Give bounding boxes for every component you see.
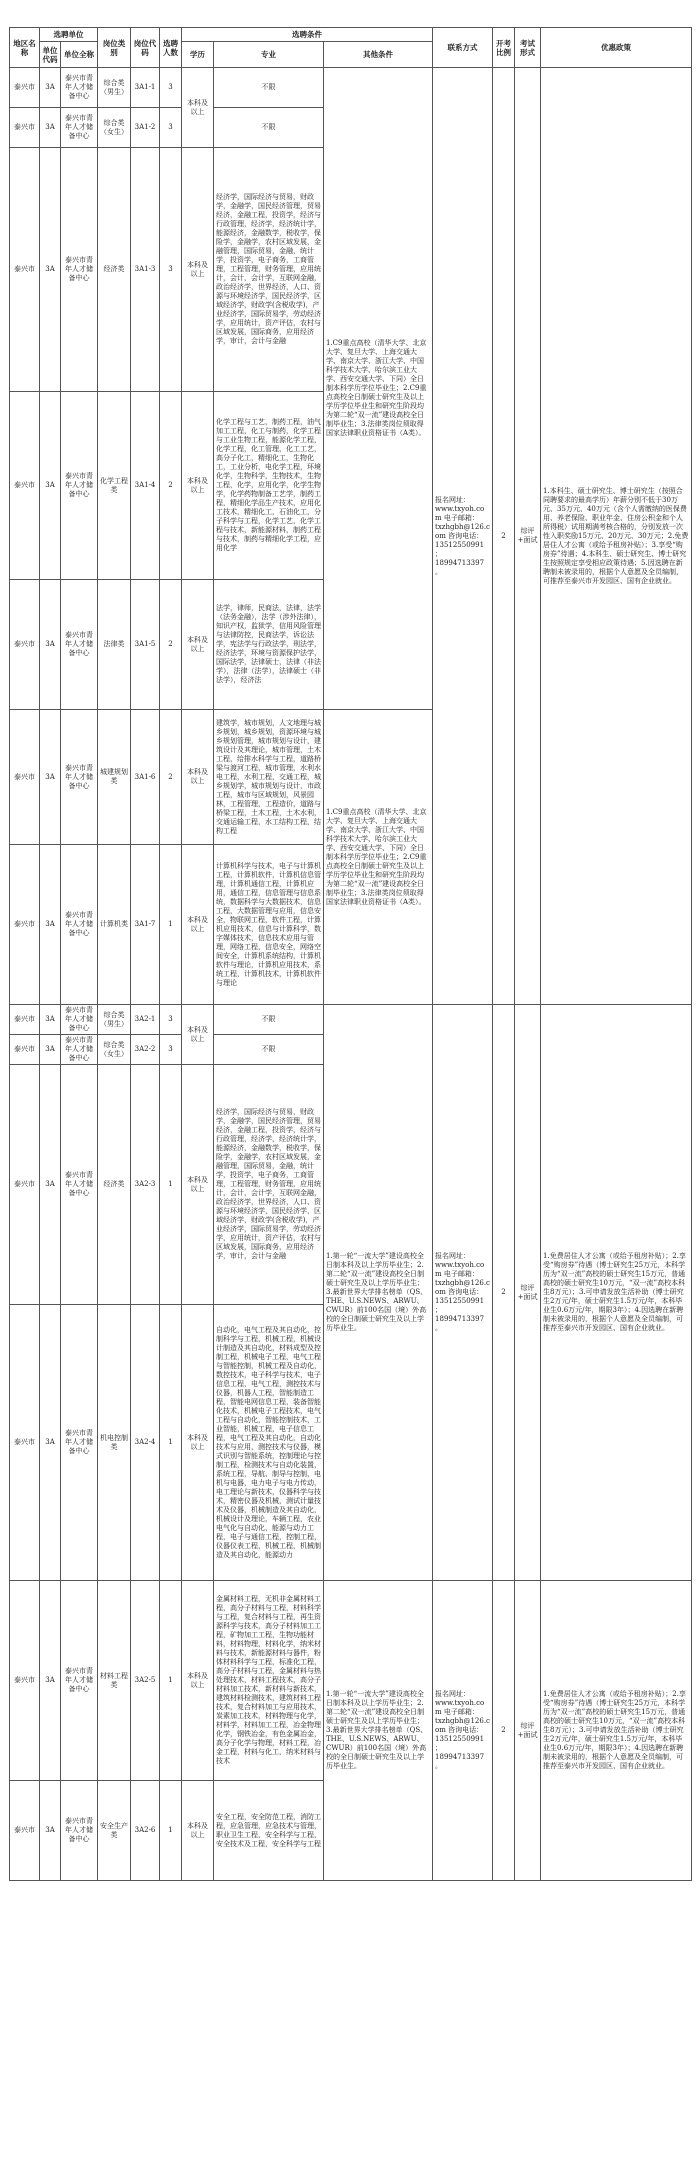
cell-major: 经济学，国际经济与贸易，财政学，金融学，国民经济管理，贸易经济，金融工程，投资学，经济与行政管理，经济学，经济统计学，能源经济，金融数学，税收学，保险学，金融学，农村区域发展，金融管理，国际贸易，金融，统计学，投资学，电子商务，工商管理，工程管理，财务管理，应用统计，会计，会计学，互联网金融，政治经济学，世界经济，人口、资源与环境经济学，国民经济学，区域经济学，财政学(含税收学)，产业经济学，国际贸易学，劳动经济学，应用统计，资产评估，农村与区域发展，国际商务，应用经济学，审计，会计与金融 <box>214 148 324 392</box>
cell-postcode: 3A1-3 <box>131 148 160 392</box>
cell-region: 泰兴市 <box>10 1005 40 1035</box>
cell-code: 3A <box>40 1581 61 1781</box>
header-exam: 考试形式 <box>515 28 541 68</box>
cell-post: 城建规划类 <box>98 710 131 845</box>
cell-region: 泰兴市 <box>10 1581 40 1781</box>
cell-code: 3A <box>40 392 61 580</box>
cell-count: 2 <box>160 710 182 845</box>
cell-code: 3A <box>40 108 61 148</box>
cell-count: 3 <box>160 148 182 392</box>
cell-code: 3A <box>40 1035 61 1065</box>
cell-postcode: 3A1-5 <box>131 580 160 710</box>
header-count: 选聘人数 <box>160 28 182 68</box>
cell-postcode: 3A1-6 <box>131 710 160 845</box>
table-row <box>10 68 692 108</box>
cell-code: 3A <box>40 710 61 845</box>
cell-code: 3A <box>40 1305 61 1581</box>
cell-policy: 1.本科生、硕士研究生、博士研究生（按照合同聘要求的最高学历）年薪分别不低于30万元、35万元、40万元（含个人需缴纳的医保费用、养老保险、职业年金、住房公积金和个人所得税）试用期满考核合格的，分别发放一次性入职奖励15万元、20万元、30万元；2.免费居住人才公寓（或给予租房补贴）；3.享受“购房券”待遇；4.本科生、硕士研究生、博士研究生按照规定享受相应政策待遇；5.因选聘在新聘制未被录用的，根据个人意愿及全员编制，可推荐至泰兴市开发园区、国有企业就业。 <box>541 68 692 1005</box>
cell-post: 综合类（女生） <box>98 1035 131 1065</box>
cell-postcode: 3A2-4 <box>131 1305 160 1581</box>
cell-unit: 泰兴市青年人才储备中心 <box>61 580 98 710</box>
cell-exam: 综评+面试 <box>515 1581 541 1881</box>
cell-post: 机电控制类 <box>98 1305 131 1581</box>
cell-post: 材料工程类 <box>98 1581 131 1781</box>
cell-contact: 报名网址：www.txyoh.com 电子邮箱：txzhgbh@126.com 咨询电话：13512550991；18994713397。 <box>433 1581 493 1881</box>
cell-postcode: 3A1-7 <box>131 845 160 1005</box>
cell-major: 不限 <box>214 1035 324 1065</box>
cell-other: 1.第一轮“一流大学”建设高校全日制本科及以上学历毕业生；2.第二轮“双一流”建设高校全日制硕士研究生及以上学历毕业生；3.最新世界大学排名榜单（QS、THE、U.S.NEWS、ARWU、CWUR）前100名国（境）外高校的全日制硕士研究生及以上学历毕业生。 <box>324 1005 433 1581</box>
cell-postcode: 3A2-6 <box>131 1781 160 1881</box>
cell-unit: 泰兴市青年人才储备中心 <box>61 148 98 392</box>
cell-major: 自动化，电气工程及其自动化，控制科学与工程，机械工程，机械设计制造及其自动化，材料成型及控制工程，机械电子工程，电气工程与智能控制，机械工程及自动化，数控技术，电子科学与技术，电子信息工程，电气工程，测控技术与仪器，机器人工程，智能制造工程，智能电网信息工程，装备智能化技术，机械电子工程技术，电气工程与自动化，智能控制技术，工业智能，机械工程，电子信息工程，电气工程及其自动化，自动化技术与应用，测控技术与仪器，模式识别与智能系统，控制理论与控制工程，检测技术与自动化装置，系统工程，导航、制导与控制，电机与电器，电力电子与电力传动，电工理论与新技术，仪器科学与技术，精密仪器及机械，测试计量技术及仪器，机械制造及其自动化，机械设计及理论，车辆工程，农业电气化与自动化，能源与动力工程，电子与通信工程，控制工程，仪器仪表工程，机械工程，机械制造及其自动化，能源动力 <box>214 1305 324 1581</box>
cell-postcode: 3A1-2 <box>131 108 160 148</box>
header-unit-group: 选聘单位 <box>40 28 98 42</box>
cell-postcode: 3A2-3 <box>131 1065 160 1305</box>
cell-postcode: 3A2-5 <box>131 1581 160 1781</box>
cell-unit: 泰兴市青年人才储备中心 <box>61 1035 98 1065</box>
cell-contact: 报名网址：www.txyoh.com 电子邮箱：txzhgbh@126.com 咨询电话：13512550991；18994713397。 <box>433 68 493 1005</box>
header-region: 地区名称 <box>10 28 40 68</box>
header-conditions-group: 选聘条件 <box>182 28 433 42</box>
header-unit-code: 单位代码 <box>40 42 61 68</box>
cell-count: 2 <box>160 392 182 580</box>
cell-post: 化学工程类 <box>98 392 131 580</box>
cell-edu: 本科及以上 <box>182 392 214 580</box>
cell-post: 计算机类 <box>98 845 131 1005</box>
cell-region: 泰兴市 <box>10 580 40 710</box>
cell-major: 金属材料工程，无机非金属材料工程，高分子材料与工程，材料科学与工程，复合材料与工程，再生资源科学与技术，高分子材料加工工程，矿物加工工程，生物功能材料，材料物理，材料化学，纳米材料与技术，新能源材料与器件，粉体材料科学与工程，标准化工程，高分子材料与工程，金属材料与热处理技术，材料工程技术，高分子材料加工技术，新材料与新技术，建筑材料检测技术，建筑材料工程技术，复合材料加工与应用技术，炭素加工技术，材料物理与化学，材料学，材料加工工程，冶金物理化学，钢铁冶金，有色金属冶金，高分子化学与物理，材料工程，冶金工程，材料与化工，纳米材料与技术 <box>214 1581 324 1781</box>
cell-major: 安全工程，安全防范工程，消防工程，应急管理，应急技术与管理，职业卫生工程，安全科学与工程，安全技术及工程，安全科学与工程 <box>214 1781 324 1881</box>
cell-contact: 报名网址：www.txyoh.com 电子邮箱：txzhgbh@126.com 咨询电话：13512550991；18994713397。 <box>433 1005 493 1581</box>
cell-count: 1 <box>160 845 182 1005</box>
cell-edu: 本科及以上 <box>182 1005 214 1065</box>
cell-count: 2 <box>160 580 182 710</box>
cell-post: 法律类 <box>98 580 131 710</box>
cell-edu: 本科及以上 <box>182 148 214 392</box>
cell-major: 不限 <box>214 1005 324 1035</box>
cell-policy: 1.免费居住人才公寓（或给予租房补贴）；2.享受“购房券”待遇（博士研究生25万元，本科学历为“双一流”高校的硕士研究生15万元，普通高校的硕士研究生10万元，“双一流”高校本科生8万元）；3.可申请发放生活补助（博士研究生2万元/年，硕士研究生1.5万元/年，本科毕业生0.6万元/年，期限3年）；4.因选聘在新聘制未被录用的，根据个人意愿及全员编制，可推荐至泰兴市开发园区、国有企业就业。 <box>541 1005 692 1581</box>
cell-edu: 本科及以上 <box>182 1065 214 1305</box>
cell-edu: 本科及以上 <box>182 68 214 148</box>
cell-ratio: 2 <box>493 68 515 1005</box>
cell-region: 泰兴市 <box>10 845 40 1005</box>
cell-unit: 泰兴市青年人才储备中心 <box>61 1781 98 1881</box>
cell-count: 1 <box>160 1781 182 1881</box>
header-ratio: 开考比例 <box>493 28 515 68</box>
cell-post: 综合类（女生） <box>98 108 131 148</box>
cell-unit: 泰兴市青年人才储备中心 <box>61 1005 98 1035</box>
cell-count: 3 <box>160 68 182 108</box>
cell-other: 1.C9重点高校（清华大学、北京大学、复旦大学、上海交通大学、南京大学、浙江大学、中国科学技术大学、哈尔滨工业大学、西安交通大学、下同）全日制本科学历学位毕业生；2.C9重点高校全日制硕士研究生及以上学历学位毕业生和研究生阶段均为第二轮“双一流”建设高校全日制毕业生；3.法律类岗位须取得国家法律职业资格证书（A类）。 <box>324 68 433 710</box>
cell-post: 经济类 <box>98 148 131 392</box>
cell-major: 法学，律师，民商法，法律，法学（法务金融），法学（涉外法律），知识产权，监狱学，信用风险管理与法律防控，民商法学，诉讼法学，宪法学与行政法学，刑法学，经济法学，环境与资源保护法学，国际法学，法律硕士，法律（非法学），法律（法学），法律硕士（非法学），经济法 <box>214 580 324 710</box>
cell-edu: 本科及以上 <box>182 580 214 710</box>
cell-count: 3 <box>160 1005 182 1035</box>
cell-other: 1.第一轮“一流大学”建设高校全日制本科及以上学历毕业生；2.第二轮“双一流”建设高校全日制硕士研究生及以上学历毕业生；3.最新世界大学排名榜单（QS、THE、U.S.NEWS、ARWU、CWUR）前100名国（境）外高校的全日制硕士研究生及以上学历毕业生。 <box>324 1581 433 1881</box>
cell-major: 经济学，国际经济与贸易，财政学，金融学，国民经济管理，贸易经济，金融工程，投资学，经济与行政管理，经济学，经济统计学，能源经济，金融数学，税收学，保险学，金融学，农村区域发展，金融管理，国际贸易，金融，统计学，投资学，电子商务，工商管理，工程管理，财务管理，应用统计，会计，会计学，互联网金融，政治经济学，世界经济，人口、资源与环境经济学，国民经济学，区域经济学，财政学(含税收学)，产业经济学，国际贸易学，劳动经济学，应用统计，资产评估，农村与区域发展，国际商务，应用经济学，审计，会计与金融 <box>214 1065 324 1305</box>
header-post-type: 岗位类别 <box>98 28 131 68</box>
cell-edu: 本科及以上 <box>182 845 214 1005</box>
cell-count: 1 <box>160 1581 182 1781</box>
cell-post: 安全生产类 <box>98 1781 131 1881</box>
cell-region: 泰兴市 <box>10 1065 40 1305</box>
cell-count: 1 <box>160 1065 182 1305</box>
cell-region: 泰兴市 <box>10 1035 40 1065</box>
cell-exam: 综评+面试 <box>515 68 541 1005</box>
cell-count: 3 <box>160 1035 182 1065</box>
cell-major: 不限 <box>214 68 324 108</box>
cell-region: 泰兴市 <box>10 148 40 392</box>
cell-code: 3A <box>40 580 61 710</box>
recruitment-table <box>9 27 692 1881</box>
cell-edu: 本科及以上 <box>182 1305 214 1581</box>
cell-ratio: 2 <box>493 1005 515 1581</box>
cell-region: 泰兴市 <box>10 108 40 148</box>
cell-count: 3 <box>160 108 182 148</box>
table-row <box>10 1581 692 1781</box>
cell-count: 1 <box>160 1305 182 1581</box>
cell-post: 综合类（男生） <box>98 1005 131 1035</box>
header-major: 专业 <box>214 42 324 68</box>
cell-postcode: 3A1-1 <box>131 68 160 108</box>
cell-code: 3A <box>40 1781 61 1881</box>
cell-code: 3A <box>40 68 61 108</box>
cell-code: 3A <box>40 1065 61 1305</box>
cell-ratio: 2 <box>493 1581 515 1881</box>
header-education: 学历 <box>182 42 214 68</box>
cell-unit: 泰兴市青年人才储备中心 <box>61 68 98 108</box>
cell-postcode: 3A2-1 <box>131 1005 160 1035</box>
cell-major: 化学工程与工艺，制药工程，油气加工工程，化工与制药，化学工程与工业生物工程，能源化学工程，化学工程，化工管理，化工工艺，高分子化工，精细化工，生物化工，工业分析，电化学工程，环境化学，生物科学，生物技术，生物工程，化学，应用化学，化学生物学，化学药物制备工艺学，制药工程，精细化学品生产技术，应用化工技术，精细化工，石油化工，分子科学与工程，化学工艺，化学工程与技术，新能源材料，制药工程与技术，制药与精细化学工程，应用化学 <box>214 392 324 580</box>
cell-region: 泰兴市 <box>10 68 40 108</box>
cell-major: 不限 <box>214 108 324 148</box>
cell-code: 3A <box>40 148 61 392</box>
header-post-code: 岗位代码 <box>131 28 160 68</box>
cell-exam: 综评+面试 <box>515 1005 541 1581</box>
cell-unit: 泰兴市青年人才储备中心 <box>61 1581 98 1781</box>
table-row <box>10 1005 692 1035</box>
cell-unit: 泰兴市青年人才储备中心 <box>61 845 98 1005</box>
header-other: 其他条件 <box>324 42 433 68</box>
cell-postcode: 3A1-4 <box>131 392 160 580</box>
header-policy: 优惠政策 <box>541 28 692 68</box>
cell-edu: 本科及以上 <box>182 1581 214 1781</box>
cell-policy: 1.免费居住人才公寓（或给予租房补贴）；2.享受“购房券”待遇（博士研究生25万元，本科学历为“双一流”高校的硕士研究生15万元，普通高校的硕士研究生10万元，“双一流”高校本科生8万元）；3.可申请发放生活补助（博士研究生2万元/年，硕士研究生1.5万元/年，本科毕业生0.6万元/年，期限3年）；4.因选聘在新聘制未被录用的，根据个人意愿及全员编制，可推荐至泰兴市开发园区、国有企业就业。 <box>541 1581 692 1881</box>
cell-code: 3A <box>40 845 61 1005</box>
cell-region: 泰兴市 <box>10 1781 40 1881</box>
cell-region: 泰兴市 <box>10 392 40 580</box>
cell-code: 3A <box>40 1005 61 1035</box>
cell-unit: 泰兴市青年人才储备中心 <box>61 710 98 845</box>
cell-edu: 本科及以上 <box>182 710 214 845</box>
header-contact: 联系方式 <box>433 28 493 68</box>
cell-postcode: 3A2-2 <box>131 1035 160 1065</box>
cell-other: 1.C9重点高校（清华大学、北京大学、复旦大学、上海交通大学、南京大学、浙江大学、中国科学技术大学、哈尔滨工业大学、西安交通大学、下同）全日制本科学历学位毕业生；2.C9重点高校全日制硕士研究生及以上学历学位毕业生和研究生阶段均为第二轮“双一流”建设高校全日制毕业生；3.法律类岗位须取得国家法律职业资格证书（A类）。 <box>324 710 433 1005</box>
cell-region: 泰兴市 <box>10 710 40 845</box>
cell-region: 泰兴市 <box>10 1305 40 1581</box>
cell-unit: 泰兴市青年人才储备中心 <box>61 1065 98 1305</box>
header-unit-name: 单位全称 <box>61 42 98 68</box>
cell-post: 经济类 <box>98 1065 131 1305</box>
cell-major: 计算机科学与技术，电子与计算机工程，计算机软件，计算机信息管理，计算机通信工程，计算机应用，通信工程，信息管理与信息系统，数据科学与大数据技术，信息工程，大数据管理与应用，信息安全，物联网工程，软件工程，计算机应用技术，信息与计算科学，数字媒体技术，信息技术应用与管理，网络工程，信息安全，网络空间安全，计算机系统结构，计算机软件与理论，计算机应用技术，系统工程，计算机技术，计算机软件与理论 <box>214 845 324 1005</box>
cell-unit: 泰兴市青年人才储备中心 <box>61 108 98 148</box>
cell-major: 建筑学，城市规划，人文地理与城乡规划，城乡规划，资源环境与城乡规划管理，城市规划与设计，建筑设计及其理论，城市管理，土木工程，给排水科学与工程，道路桥梁与渡河工程，城市管理，水利水电工程，水利工程，交通工程，城乡规划学，城市规划与设计，市政工程，城市与区域规划，风景园林，工程管理，工程造价，道路与桥梁工程，土木工程，土木水利，交通运输工程，水工结构工程，结构工程 <box>214 710 324 845</box>
cell-unit: 泰兴市青年人才储备中心 <box>61 1305 98 1581</box>
cell-unit: 泰兴市青年人才储备中心 <box>61 392 98 580</box>
cell-edu: 本科及以上 <box>182 1781 214 1881</box>
cell-post: 综合类（男生） <box>98 68 131 108</box>
